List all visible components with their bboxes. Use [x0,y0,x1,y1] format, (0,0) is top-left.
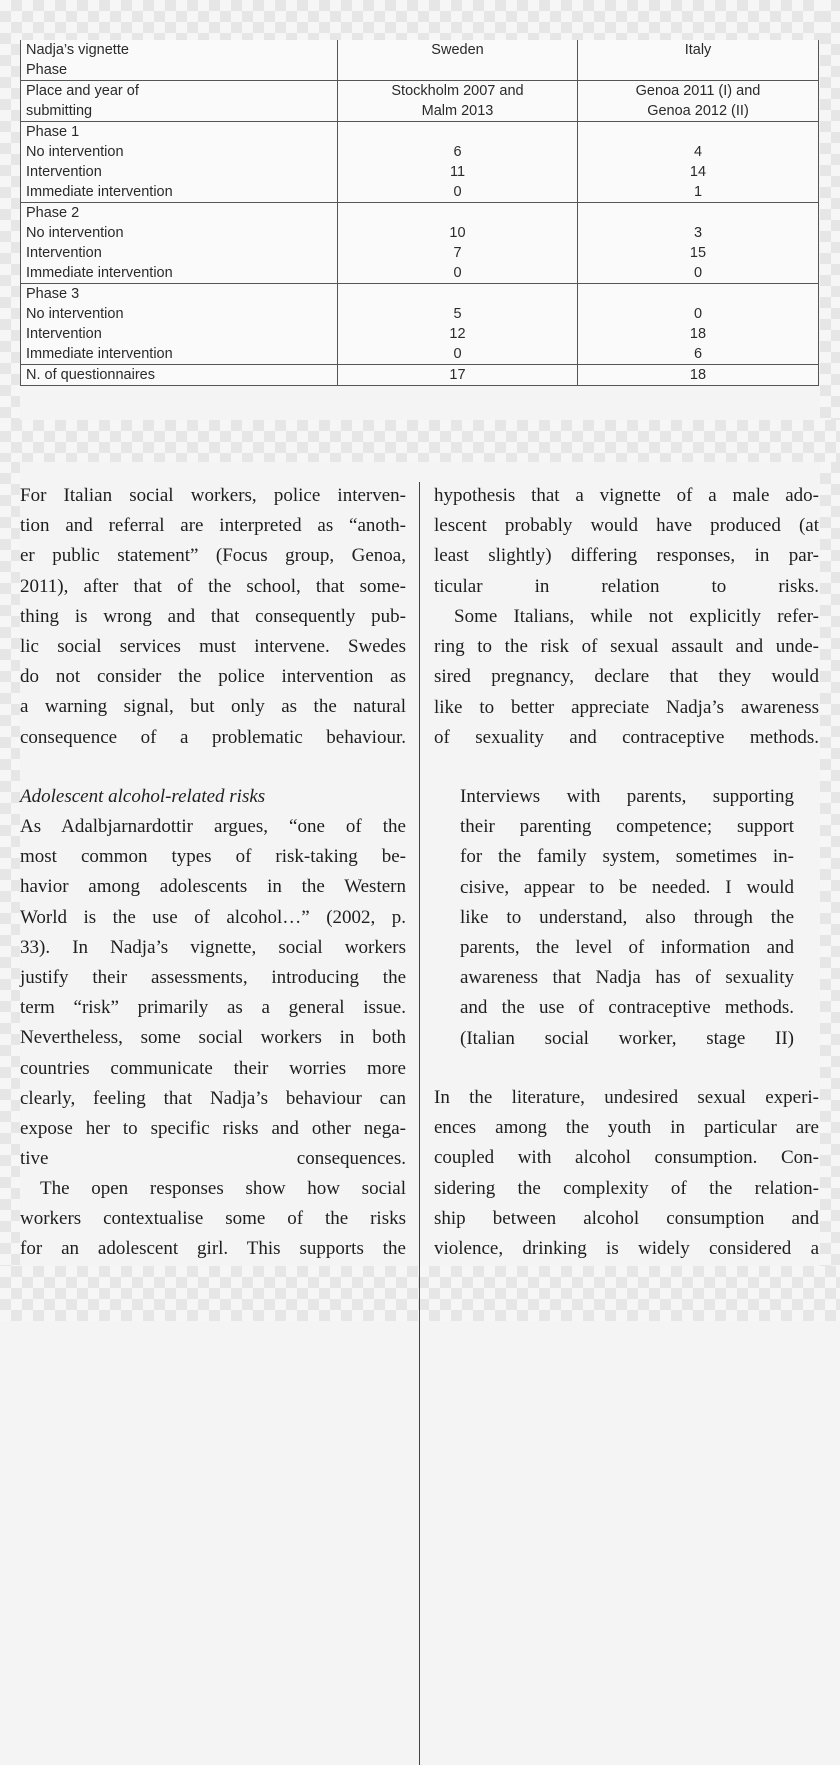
right-paragraph-1: hypothesis that a vignette of a male ado- lescent probably would have produced (at least slightly) differing responses, in par- ticular in relation to risks. [434,485,819,597]
column-divider [419,482,420,1765]
left-paragraph-2: As Adalbjarnardottir argues, “one of the most common types of risk-taking be- havior among adolescents in the Western World is the use of alcohol…” (2002, p. 33). In Nadja’s vignette, social workers justify their assessments, introducing the term “risk” primarily as a general issue. Nevertheless, some social workers in both countries communicate their worries more clearly, feeling that Nadja’s behaviour can expose her to specific risks and other nega- tive consequences. [20,816,406,1170]
right-paragraph-2: Some Italians, while not explicitly refer- ring to the risk of sexual assault and unde- sired pregnancy, declare that they would like to better appreciate Nadja’s awareness of sexuality and contraceptive methods. [434,606,819,748]
phase-label-cell: Phase 3 No intervention Intervention Immediate intervention [21,284,338,365]
total-sweden-cell: 17 [338,365,578,386]
header-cell-phase: Nadja’s vignette Phase [21,40,338,81]
header-cell-italy: Italy [578,40,819,81]
phase-sweden-cell: 5 12 0 [338,284,578,365]
phase-label-cell: Phase 2 No intervention Intervention Immediate intervention [21,203,338,284]
table-row-phase-1 [21,122,819,203]
block-quote: Interviews with parents, supporting their parenting competence; support for the family system, sometimes in- cisive, appear to be needed. I would like to understand, also through the parents, the level of information and awareness that Nadja has of sexuality and the use of contraceptive methods. (Italian social worker, stage II) [460,786,794,1049]
phase-italy-cell: 3 15 0 [578,203,819,284]
background-band-right [820,0,840,1321]
phase-sweden-cell: 10 7 0 [338,203,578,284]
background-band-left [0,0,20,1321]
left-paragraph-1: For Italian social workers, police interven- tion and referral are interpreted as “anoth- er public statement” (Focus group, Genoa, 2011), after that of the school, that some- thing is wrong and that consequently pub- lic social services must intervene. Swedes do not consider the police intervention as a warning signal, but only as the natural consequence of a problematic behaviour. [20,485,406,748]
place-italy-cell: Genoa 2011 (I) and Genoa 2012 (II) [578,81,819,122]
section-heading: Adolescent alcohol-related risks [20,786,266,807]
phase-italy-cell: 0 18 6 [578,284,819,365]
phase-italy-cell: 4 14 1 [578,122,819,203]
table-row-phase-3 [21,284,819,365]
left-paragraph-3: The open responses show how social workers contextualise some of the risks for an adolescent girl. This supports the [20,1178,406,1260]
right-paragraph-3: In the literature, undesired sexual experi- ences among the youth in particular are coupled with alcohol consumption. Con- sidering the complexity of the relation- ship between alcohol consumption and violence, drinking is widely considered a [434,1087,819,1260]
phase-label-cell: Phase 1 No intervention Intervention Immediate intervention [21,122,338,203]
phase-sweden-cell: 6 11 0 [338,122,578,203]
table-header-row [21,40,819,81]
background-band-middle [0,420,840,462]
total-label-cell: N. of questionnaires [21,365,338,386]
table-row-phase-2 [21,203,819,284]
place-label-cell: Place and year of submitting [21,81,338,122]
total-italy-cell: 18 [578,365,819,386]
background-band-bottom [0,1266,840,1321]
table-row-place [21,81,819,122]
table-row-total [21,365,819,386]
vignette-table [20,40,819,386]
header-cell-sweden: Sweden [338,40,578,81]
place-sweden-cell: Stockholm 2007 and Malm 2013 [338,81,578,122]
background-band-top [0,0,840,40]
